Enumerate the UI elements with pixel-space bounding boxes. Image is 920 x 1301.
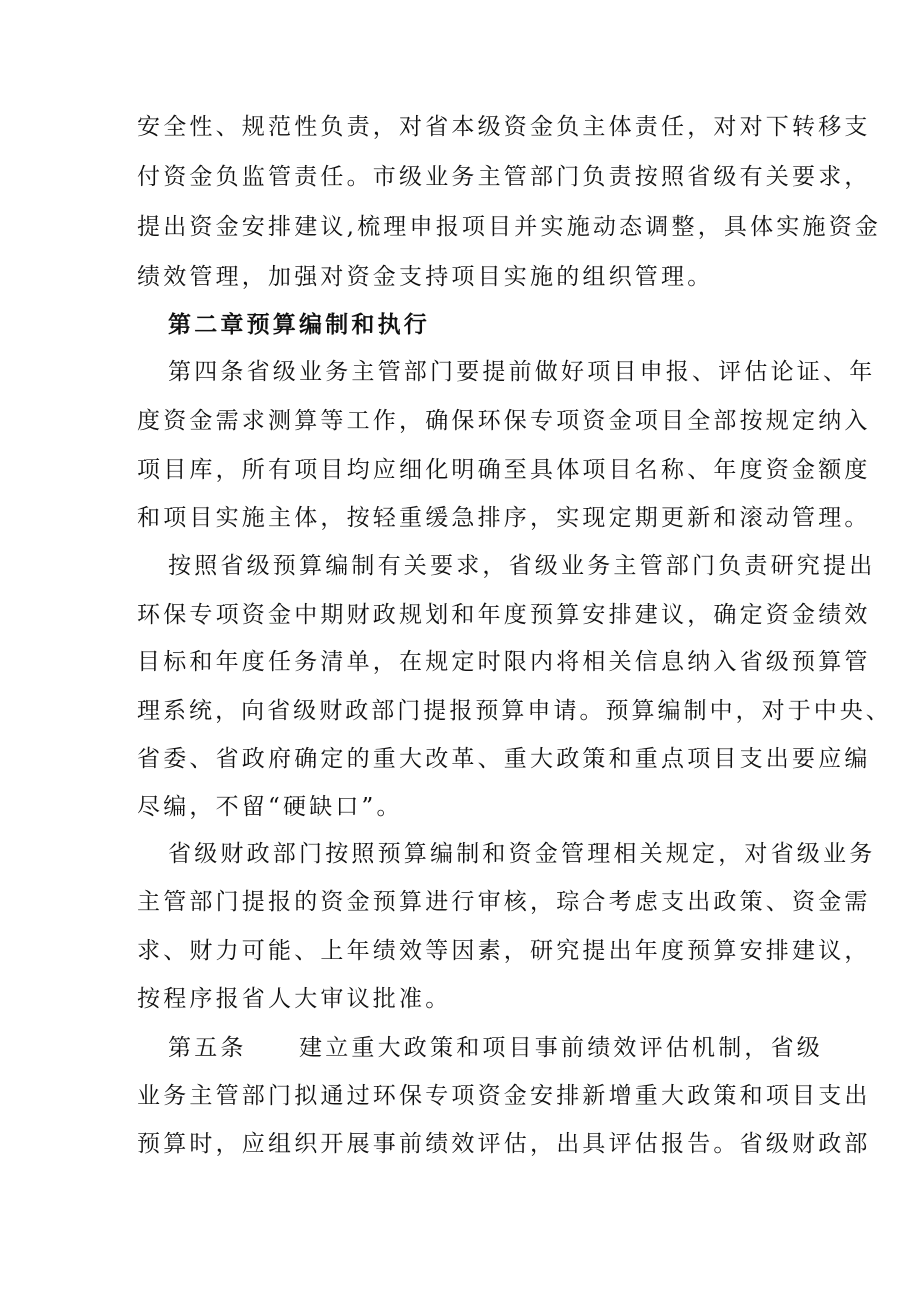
text-line: 度资金需求测算等工作，确保环保专项资金项目全部按规定纳入	[137, 408, 871, 434]
text-line: 按程序报省人大审议批准。	[137, 986, 452, 1012]
text-line: 提出资金安排建议,梳理申报项目并实施动态调整，具体实施资金	[137, 214, 882, 240]
text-line: 付资金负监管责任。市级业务主管部门负责按照省级有关要求，	[137, 164, 871, 190]
text-line: 环保专项资金中期财政规划和年度预算安排建议，确定资金绩效	[137, 602, 871, 628]
text-line: 项目库，所有项目均应细化明确至具体项目名称、年度资金额度	[137, 457, 871, 483]
text-line: 安全性、规范性负责，对省本级资金负主体责任，对对下转移支	[137, 114, 871, 140]
text-line: 绩效管理，加强对资金支持项目实施的组织管理。	[137, 264, 714, 290]
text-line: 按照省级预算编制有关要求，省级业务主管部门负责研究提出	[168, 553, 876, 579]
text-line: 目标和年度任务清单，在规定时限内将相关信息纳入省级预算管	[137, 649, 871, 675]
text-line: 第五条 建立重大政策和项目事前绩效评估机制，省级	[168, 1035, 823, 1061]
chapter-heading: 第二章预算编制和执行	[168, 311, 430, 338]
text-line: 第四条省级业务主管部门要提前做好项目申报、评估论证、年	[168, 359, 876, 385]
text-line: 预算时，应组织开展事前绩效评估，出具评估报告。省级财政部	[137, 1131, 871, 1157]
text-line: 理系统，向省级财政部门提报预算申请。预算编制中，对于中央、	[137, 698, 892, 724]
text-line: 求、财力可能、上年绩效等因素，研究提出年度预算安排建议，	[137, 938, 871, 964]
text-line: 尽编，不留“硬缺口”。	[137, 794, 403, 820]
text-line: 和项目实施主体，按轻重缓急排序，实现定期更新和滚动管理。	[137, 505, 871, 531]
text-line: 业务主管部门拟通过环保专项资金安排新增重大政策和项目支出	[137, 1083, 871, 1109]
text-line: 省级财政部门按照预算编制和资金管理相关规定，对省级业务	[168, 841, 876, 867]
text-line: 省委、省政府确定的重大改革、重大政策和重点项目支出要应编	[137, 746, 871, 772]
text-line: 主管部门提报的资金预算进行审核，琮合考虑支出政策、资金需	[137, 889, 871, 915]
